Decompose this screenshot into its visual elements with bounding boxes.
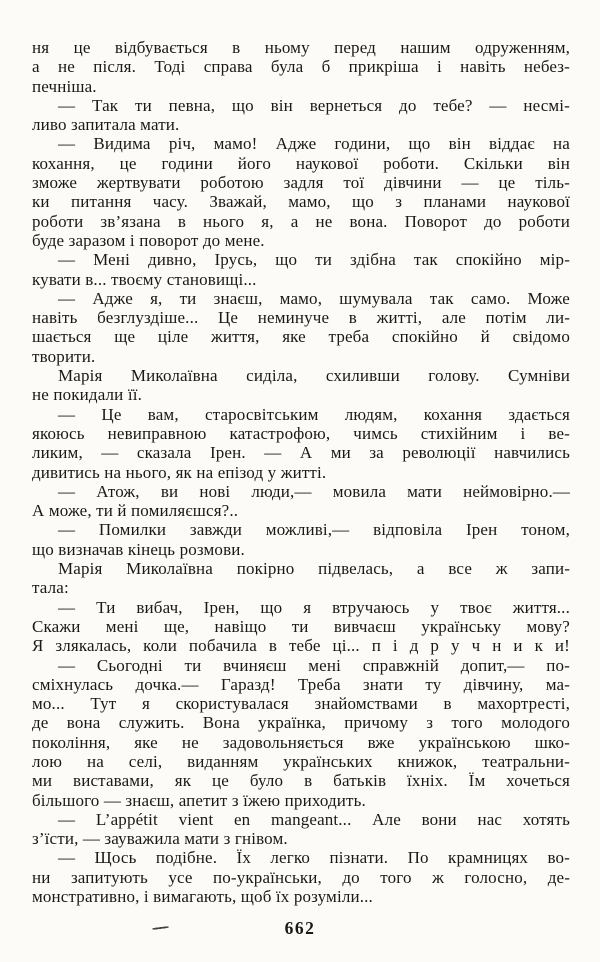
text-line: дивитись на нього, як на епізод у житті. [32, 462, 327, 482]
text-line: роботи зв’язана в нього я, а не вона. Поворот до роботи [32, 211, 570, 231]
text-line: більшого — знаєш, апетит з їжею приходить. [32, 790, 366, 810]
text-line: — L’appétit vient en mangeant... Але вони нас хотять [58, 809, 570, 829]
text-line: Скажи мені ще, навіщо ти вивчаєш українську мову? [32, 616, 570, 636]
text-line: Марія Миколаївна покірно підвелась, а все ж запи- [58, 559, 570, 579]
text-line: — Сьогодні ти вчиняєш мені справжній допит,— по- [58, 655, 570, 675]
text-line: тала: [32, 578, 69, 598]
text-line: не покидали її. [32, 385, 142, 405]
text-line: творити. [32, 346, 96, 366]
text-line: ни запитують усе по-українськи, до того ж голосно, де- [32, 867, 570, 887]
text-line: Я злякалась, коли побачила в тебе ці... п і д р у ч н и к и! [32, 636, 570, 656]
text-line: — Це вам, старосвітським людям, кохання здається [58, 404, 570, 424]
text-line: шається ще ціле життя, яке треба спокійно й свідомо [32, 327, 570, 347]
text-line: покоління, яке не задовольняється вже українською шко- [32, 732, 570, 752]
text-block [32, 38, 570, 906]
text-line: — Адже я, ти знаєш, мамо, шумувала так само. Може [58, 288, 570, 308]
text-line: ми виставами, як це було в батьків їхніх. Їм хочеться [32, 771, 570, 791]
text-line: кохання, це години його наукової роботи. Скільки він [32, 153, 570, 173]
text-line: буде заразом і поворот до мене. [32, 230, 265, 250]
text-line: що визначав кінець розмови. [32, 539, 245, 559]
text-line: ки питання часу. Зважай, мамо, що з планами наукової [32, 192, 570, 212]
text-line: — Щось подібне. Їх легко пізнати. По крамницях во- [58, 848, 570, 868]
text-line: — Так ти певна, що він вернеться до тебе? — несмі- [58, 95, 570, 115]
text-line: де вона служить. Вона українка, причому з того молодого [32, 713, 570, 733]
text-line: ня це відбувається в ньому перед нашим одруженням, [32, 38, 570, 57]
text-line: з’їсти, — зауважила мати з гнівом. [32, 829, 288, 849]
page-footer [0, 918, 600, 944]
text-line: сміхнулась дочка.— Гаразд! Треба знати ту дівчину, ма- [32, 674, 570, 694]
text-line: мо... Тут я скористувалася знайомствами в махортресті, [32, 694, 570, 714]
text-line: — Видима річ, мамо! Адже години, що він віддає на [58, 134, 570, 154]
text-line: — Атож, ви нові люди,— мовила мати неймовірно.— [58, 481, 570, 501]
text-line: — Мені дивно, Ірусь, що ти здібна так спокійно мір- [58, 250, 570, 270]
text-line: лою на селі, виданням українських книжок, театральни- [32, 751, 570, 771]
text-line: ликим, — сказала Ірен. — А ми за революції навчились [32, 443, 570, 463]
text-line: — Ти вибач, Ірен, що я втручаюсь у твоє життя... [58, 597, 570, 617]
text-line: А може, ти й помиляєшся?.. [32, 501, 239, 521]
text-line: навіть безглуздіше... Це неминуче в житті, але потім ли- [32, 308, 570, 328]
text-line: печніша. [32, 76, 97, 96]
text-line: ливо запитала мати. [32, 115, 180, 135]
text-line: кувати в... твоєму становищі... [32, 269, 257, 289]
text-line: а не після. Тоді справа була б прикріша і навіть небез- [32, 57, 570, 77]
page-number: 662 [284, 918, 316, 938]
text-line: Марія Миколаївна сиділа, схиливши голову. Сумніви [58, 366, 570, 386]
text-line: — Помилки завжди можливі,— відповіла Ірен тоном, [58, 520, 570, 540]
text-line: зможе жертвувати роботою задля тої дівчини — це тіль- [32, 173, 570, 193]
text-line: монстративно, і вимагають, щоб їх розуміли... [32, 887, 373, 907]
text-line: якоюсь невиправною катастрофою, чимсь стихійним і ве- [32, 423, 570, 443]
